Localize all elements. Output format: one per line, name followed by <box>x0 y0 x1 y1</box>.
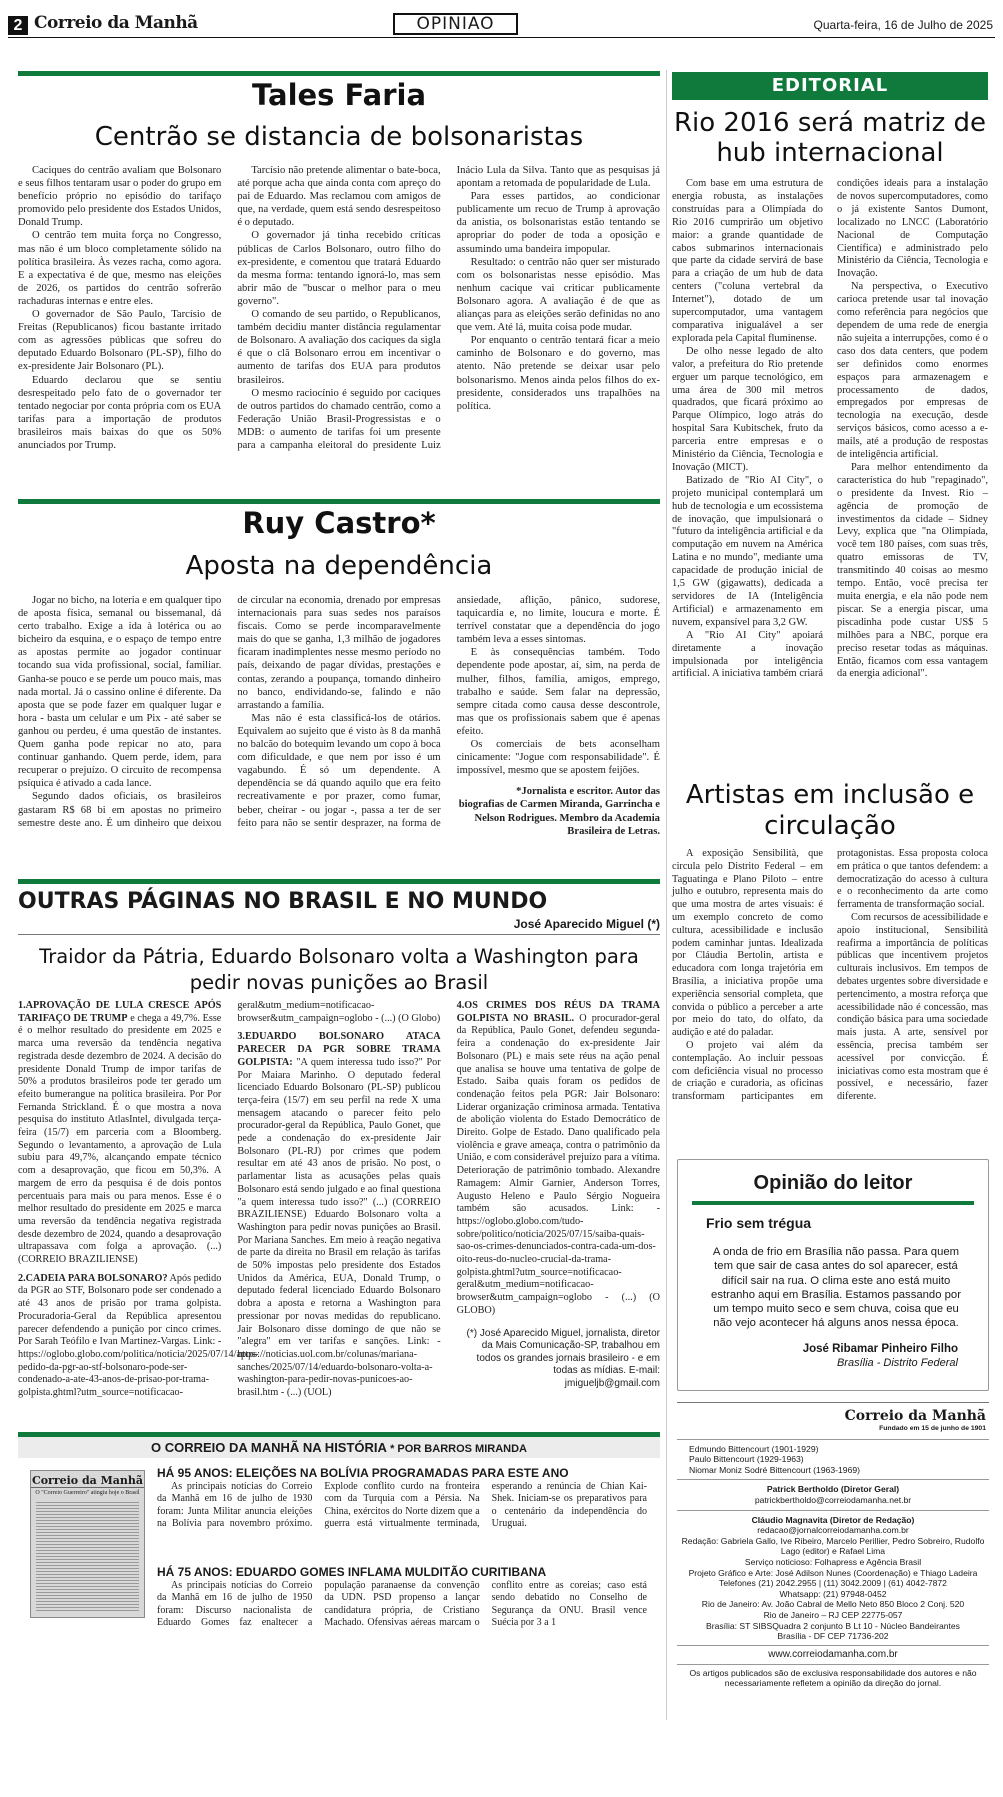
divider <box>677 1645 989 1646</box>
director-email: patrickbertholdo@correiodamanha.net.br <box>754 1494 912 1505</box>
paper-name: Correio da Manhã <box>34 13 198 33</box>
divider <box>677 1510 989 1511</box>
paragraph: Tarcísio não pretende alimentar o bate-boca, até porque acha que ainda conta com apreço do pai de Eduardo. Mas reclamou com amigos de que, na verdade, quem está sendo desrespeitoso é o deputado. <box>237 165 441 229</box>
masthead-line: Telefones (21) 2042.2955 | (11) 3042.2009 | (61) 4042-7872 <box>719 1578 947 1589</box>
divider <box>18 934 660 935</box>
artistas-body <box>672 848 988 1146</box>
column-body <box>18 164 660 484</box>
paragraph: Por enquanto o centrão tentará ficar a meio caminho de Bolsonaro e do governo, mas atento. Não pretende se deixar usar pelo bolsonarismo. Menos ainda pelos filhos do ex-presidente, considerados uns trapalhões na política. <box>456 335 660 412</box>
masthead-logo: Correio da Manhã <box>844 1408 986 1424</box>
masthead-line: Rio de Janeiro – RJ CEP 22775-057 <box>763 1609 903 1620</box>
masthead-founded: Fundado em 15 de junho de 1901 <box>879 1425 986 1432</box>
editorial-label: EDITORIAL <box>672 72 988 100</box>
outras-body <box>18 1000 660 1412</box>
reader-rule <box>692 1201 974 1205</box>
paragraph: As principais notícias do Correio da Manhã em 16 de julho de 1930 foram: Junta Militar anuncia eleições na Bolívia para novembro próximo. Explode conflito curdo na fronteira com da Turquia com a Pérsia. Na China, exércitos do Norte dizem que a guerra está virtualmente terminada, esperando a renúncia de Chian Kai-Shek. Iniciam-se os preparativos para o centenário da independência do Uruguai. <box>157 1481 647 1530</box>
news-item-head: 2.CADEIA PARA BOLSONARO? <box>18 1272 168 1284</box>
paragraph: De olho nesse legado de alto valor, a prefeitura do Rio pretende erguer um parque tecnológico, em uma área de 300 mil metros quadrados, que ficará próximo ao Parque Olímpico, logo atrás do hospital Sara Kubitschek, fruto da parceria entre empresas e o Ministério da Ciência, Tecnologia e Inovação (MICT). <box>672 345 823 473</box>
paragraph: O mesmo raciocínio é seguido por caciques de outros partidos do chamado centrão, como a Federação União Brasil-Progressistas e o MDB: o aumento de tarifas foi um presente para a campanha eleitoral do presidente Luiz Inácio Lula da Silva. Tanto que as pesquisas já apontam a retomada de popularidade de Lula. <box>237 165 660 451</box>
column-headline: Aposta na dependência <box>185 551 493 581</box>
paragraph: A exposição Sensibilità, que circula pelo Distrito Federal – em Taguatinga e Plano Piloto – entre julho e outubro, representa mais do que uma mostra de artes visuais: é um exemplo concreto de como cultura, acessibilidade e inclusão podem caminhar juntas. Idealizada por Cláudia Bertolin, artista e educadora com longa trajetória em Brasília, a iniciativa propõe uma experiência sensorial completa, que convida o público a perceber a arte por meio do tato, do olfato, da audição e até do paladar. <box>672 848 823 1039</box>
news-item-head: 3.EDUARDO BOLSONARO ATACA PARECER DA PGR SOBRE TRAMA GOLPISTA: <box>237 1031 441 1068</box>
paragraph: Mas não é esta classificá-los de otários. Equivalem ao sujeito que é visto às 8 da manhã no balcão do botequim levando um copo à boca com dificuldade, e que nem por isso é um vagabundo. É só um dependente. A dependência se dá quando aquilo que era feito recreativamente e por prazer, como fumar, beber, cheirar - ou jogar -, passa a ter de ser feito para não se sentir desprazer, na forma de ansiedade, aflição, pânico, sudorese, taquicardia e, no limite, loucura e morte. É terrível constatar que a dependência do jogo também leva a esses sintomas. <box>237 595 660 829</box>
paragraph: As principais notícias do Correio da Manhã em 16 de julho de 1950 foram: Discurso nacionalista de Eduardo Gomes faz enaltecer a população paranaense da convenção da UDN. PSD propenso a lançar candidatura própria, de Cristiano Machado. Ofensivas aéreas marcam o conflito entre as coreias; caso está sendo debatido no Conselho de Segurança da ONU. Brasil vence Suécia por 3 a 1 <box>157 1580 647 1629</box>
paragraph: Jogar no bicho, na loteria e em qualquer tipo de aposta física, semanal ou bissemanal, dá certo trabalho. Exige a ida à lotérica ou ao bicheiro da esquina, e o espaço de tempo entre as apostas permite ao jogador continuar tocando sua vida profissional, social, familiar. Ganha-se pouco e se perde um pouco mais, mas nada mortal. Já o cassino online é diferente. Da aposta que se pode fazer em qualquer lugar e hora - basta um celular e um Pix - até saber se ganhou ou perdeu, é uma questão de instantes. Quem ganha pode repicar no ato, para continuar ganhando. Quem perde, idem, para recuperar o prejuízo. O circuito de recompensa psíquica é ativado a cada lance. <box>18 595 222 790</box>
paragraph: Segundo dados oficiais, os brasileiros gastaram R$ 68 bi em apostas no primeiro semestre deste ano. É um dinheiro que deixou de circular na economia, drenado por empresas internacionais para suas sedes nos paraísos fiscais. Como se perde incomparavelmente mais do que se ganha, 1,3 milhão de jogadores ficaram inadimplentes nesse mesmo período no país, deixando de pagar dívidas, prestações e contas, zerando a poupança, tomando dinheiro no banco, endividando-se, falindo e não arrastando a família. <box>18 595 441 829</box>
author-rule <box>18 71 660 76</box>
section-title: OUTRAS PÁGINAS NO BRASIL E NO MUNDO <box>18 889 548 914</box>
masthead-line: Brasília: ST SIBSQuadra 2 conjunto B Lt 10 - Núcleo Bandeirantes <box>706 1620 960 1631</box>
editor-in-chief: Cláudio Magnavita (Diretor de Redação) <box>751 1514 915 1525</box>
news-item <box>237 1031 440 1399</box>
historia-header <box>18 1432 660 1458</box>
paragraph: Os comerciais de bets aconselham cinicamente: "Jogue com responsabilidade". É impossível, mesmo que se apostem feijões. <box>456 739 660 777</box>
section-byline: José Aparecido Miguel (*) <box>513 917 660 931</box>
paragraph: Com base em uma estrutura de energia robusta, as instalações construídas para a Olimpíada do Rio 2016 cumprirão um objetivo maior: a grande quantidade de cabos submarinos internacionais que parte da cidade servirá de base para a criação de um hub de data centers ("coluna vertebral da Internet"), dotado de um supercomputador, uma vantagem comparativa inigualável a ser explorada pela Capital fluminense. <box>672 178 823 344</box>
director-general: Patrick Bertholdo (Diretor Geral) <box>766 1484 900 1495</box>
news-item-head: 1.APROVAÇÃO DE LULA CRESCE APÓS TARIFAÇO DE TRUMP <box>18 1000 222 1024</box>
historia-author: * POR BARROS MIRANDA <box>390 1443 527 1455</box>
section-rule <box>18 879 660 884</box>
paragraph: O governador de São Paulo, Tarcísio de Freitas (Republicanos) ficou bastante irritado com as agressões públicas que sofreu do deputado Eduardo Bolsonaro (PL-SP), filho do ex-presidente Jair Bolsonaro (PL). <box>18 309 222 373</box>
thumb-headline: O "Correio Guerreiro" atingiu hoje o Brasil <box>35 1490 140 1496</box>
paragraph: A "Rio AI City" apoiará diretamente a inovação impulsionada por inteligência artificial. A iniciativa também criará condições ideais para a instalação de novos supercomputadores, como o já existente Santos Dumont, localizado no LNCC (Laboratório Nacional de Computação Científica) e administrado pelo Ministério da Ciência, Tecnologia e Inovação. <box>672 178 988 680</box>
reader-location: Brasília - Distrito Federal <box>836 1356 958 1369</box>
historia-item-head: HÁ 95 ANOS: ELEIÇÕES NA BOLÍVIA PROGRAMADAS PARA ESTE ANO <box>157 1466 569 1480</box>
thumb-title: Correio da Manhã <box>31 1471 144 1488</box>
divider <box>677 1402 989 1403</box>
outras-headline: Traidor da Pátria, Eduardo Bolsonaro volta a Washington para pedir novas punições ao Brasil <box>39 945 639 994</box>
masthead-disclaimer: Os artigos publicados são de exclusiva responsabilidade dos autores e não necessariamente refletem a opinião da direção do jornal. <box>689 1667 977 1689</box>
paragraph: O projeto vai além da contemplação. Ao incluir pessoas com deficiência visual no processo de criação e curadoria, as oficinas transformam participantes em protagonistas. Essa proposta coloca em prática o que tantos defendem: a democratização do acesso à cultura e o reconhecimento da arte como ferramenta de transformação social. <box>672 848 988 1103</box>
news-item-text: e chega a 49,7%. Esse é o melhor resultado do presidente em 2025 e marca uma reversão da tendência negativa registrada desde dezembro de 2024. A decisão do presidente Donald Trump de impor tarifas de 50% a produtos brasileiros pode ter gerado um efeito bumerangue na política brasileira. Por Por Fernanda Strickland. É o que mostra a nova pesquisa do instituto AtlasIntel, divulgada terça-feira (15/7) em parceria com a Bloomberg. Segundo o levantamento, a aprovação de Lula subiu para 49,7%, alcançando empate técnico com a desaprovação, que ficou em 50,3%. A margem de erro da pesquisa é de dois pontos percentuais para mais ou para menos. Esse é o melhor resultado do presidente em 2025 e marca uma reversão da tendência negativa registrada desde dezembro de 2024, quando a desaprovação ultrapassava com folga a aprovação. (...) (CORREIO BRAZILIENSE) <box>18 1012 222 1266</box>
masthead-line: Redação: Gabriela Gallo, Ive Ribeiro, Marcelo Perillier, Pedro Sobreiro, Rudolfo Lago (editor) e Rafael Lima <box>681 1535 985 1557</box>
masthead-line: Rio de Janeiro: Av. João Cabral de Mello Neto 850 Bloco 2 Conj. 520 <box>701 1599 965 1610</box>
column-divider <box>666 70 667 1720</box>
archive-thumbnail <box>30 1470 145 1618</box>
paragraph: Para melhor entendimento da característica do hub "repaginado", o presidente da Invest. Rio – agência de promoção de investimentos da cidade – Sidney Levy, explica que "na Olimpíada, você tem 180 países, com suas três, quatro emissoras de TV, transmitindo 40 coisas ao mesmo tempo. Então, você precisa ter muita energia, e ela não pode nem piscar. Se a energia piscar, uma piscadinha pode custar US$ 5 milhões para a NBC, porque era preciso resetar todas as máquinas. Então, ficamos com essa vantagem da energia adicional". <box>837 461 988 680</box>
section-credit: (*) José Aparecido Miguel, jornalista, diretor da Mais Comunicação-SP, trabalhou em todos os grandes jornais brasileiro - e em todas as mídias. E-mail: jmigueljb@gmail.com <box>466 1327 660 1389</box>
reader-letter-text: A onda de frio em Brasília não passa. Para quem tem que sair de casa antes do sol aparecer, está difícil sair na rua. O clima este ano está muito estranho aqui em Brasília. Estamos passando por um tempo muito seco e sem chuva, coisa que eu não vejo acontecer há alguns anos nessa época. <box>711 1246 961 1330</box>
paragraph: Para esses partidos, ao condicionar publicamente um recuo de Trump à aprovação da anistia, os bolsonaristas estão tentando se apropriar do poder de toda a oposição e assumindo uma bandeira impopular. <box>456 191 660 255</box>
masthead-website[interactable]: www.correiodamanha.com.br <box>768 1648 898 1660</box>
artistas-headline: Artistas em inclusão e circulação <box>685 780 975 841</box>
author-footnote: *Jornalista e escritor. Autor das biografias de Carmen Miranda, Garrincha e Nelson Rodrigues. Membro da Academia Brasileira de Letras. <box>458 786 660 837</box>
reader-opinion-box <box>677 1159 989 1391</box>
paragraph: Na perspectiva, o Executivo carioca pretende usar tal inovação como referência para negócios que dependem de uma rede de energia não sujeita a interrupções, como é o caso dos data centers, que podem ser definidos como enormes espaços para armazenagem e processamento de dados, empregados por empresas de tecnologia na execução, desde serviços básicos, como acesso a e-mails, até a produção de respostas de inteligência artificial. <box>837 281 988 461</box>
news-item-text: "A quem interessa tudo isso?" Por Por Maiara Marinho. O deputado federal licenciado Eduardo Bolsonaro (PL-SP) publicou terça-feira (15/7) em seu perfil na rede X uma mensagem atacando o parecer feito pelo procurador-geral da República, Paulo Gonet, que pede a condenação do ex-presidente Jair Bolsonaro (PL-RJ) por crimes que podem resultar em até 43 anos de prisão. No post, o parlamentar lista as acusações pelas quais Bolsonaro está sendo julgado e ao final questiona "a quem interessa tudo isso?" (...) (CORREIO BRAZILIENSE) Eduardo Bolsonaro volta a Washington para pedir novas punições ao Brasil. Por Mariana Sanches. Em meio à reação negativa de parte da direita no Brasil em relação às tarifas de 50% impostas pelo presidente dos Estados Unidos da América, EUA, Donald Trump, o deputado federal licenciado Eduardo Bolsonaro dobra a aposta e retorna a Washington para pressionar por novas medidas do republicano. Jair Bolsonaro disse domingo de que não se "alegra" em ver tarifas e sanções. Link: - https://noticias.uol.com.br/colunas/mariana-sanches/2025/07/14/eduardo-bolsonaro-volta-a-washington-para-pedir-novas-punicoes-ao-brasil.htm - (...) (UOL) <box>237 1056 441 1399</box>
column-body <box>18 594 660 864</box>
author-rule <box>18 499 660 504</box>
section-tag: OPINIÃO <box>393 13 518 35</box>
paragraph: E às consequências também. Todo dependente pode apostar, aí, sim, na perda de mulher, filhos, família, amigos, emprego, trabalho e saúde. Sem falar na depressão, sempre citada como causa desse descontrole, mas que os profissionais sabem que é apenas efeito. <box>456 647 660 737</box>
reader-letter-subtitle: Frio sem trégua <box>706 1215 812 1231</box>
masthead-line: Brasília - DF CEP 71736-202 <box>777 1631 889 1642</box>
divider <box>677 1439 989 1440</box>
issue-date: Quarta-feira, 16 de Julho de 2025 <box>813 18 993 32</box>
news-item <box>457 1000 660 1318</box>
paragraph: O centrão tem muita força no Congresso, mas não é um bloco completamente sólido na política brasileira. Às vezes racha, como agora. E a expectativa é de que, mesmo nas eleições de 2026, os partidos do centrão sofrerão rachaduras internas e entre eles. <box>18 230 222 307</box>
masthead-line: Projeto Gráfico e Arte: José Adilson Nunes (Coordenação) e Thiago Ladeira <box>688 1567 978 1578</box>
masthead-line: Serviço noticioso: Folhapress e Agência Brasil <box>744 1556 922 1567</box>
page-number: 2 <box>8 16 28 35</box>
paragraph: O governador já tinha recebido críticas públicas de Carlos Bolsonaro, outro filho do ex-presidente, e comentou que tratará Eduardo da mesma forma: tentando ignorá-lo, mas sem abrir mão de "buscar o melhor para o meu governo". <box>237 230 441 307</box>
news-item-text: O procurador-geral da República, Paulo Gonet, defendeu segunda-feira a condenação do ex-presidente Jair Bolsonaro (PL) e mais sete réus na ação penal que analisa se houve uma tentativa de golpe de Estado. Saiba quais foram os pedidos de condenação feitos pela PGR: Jair Bolsonaro: Liderar organização criminosa armada. Tentativa de abolição violenta do Estado Democrático de Direito. Golpe de Estado. Dano qualificado pela violência e grave ameaça, contra o patrimônio da União, e com considerável prejuízo para a vítima. Deterioração de patrimônio tombado. Alexandre Ramagem: Almir Garnier, Anderson Torres, Augusto Heleno e Paulo Sérgio Nogueira também são acusados. Link: - https://oglobo.globo.com/tudo-sobre/politico/noticia/2025/07/15/saiba-quais-sao-os-crimes-denunciados-contra-cada-um-dos-oito-reus-do-nucleo-crucial-da-trama-golpista.ghtml?utm_source=notificacao-geral&utm_medium=notificacao-browser&utm_campaign=oglobo - (...) (O GLOBO) <box>456 1012 660 1316</box>
historia-title: O CORREIO DA MANHÃ NA HISTÓRIA <box>151 1440 387 1455</box>
paragraph: Batizado de "Rio AI City", o projeto municipal contemplará um hub de tecnologia e um ecossistema de inovação, que impulsionará o "futuro da inteligência artificial e da computação em nuvem na América Latina e no mundo", mediante uma capacidade de produção inicial de 1,5 GW (gigawatts), dedicada a servidores de IA (Inteligência Artificial) e armazenamento em nuvem, expansível para 3,2 GW. <box>672 474 823 628</box>
masthead <box>677 1408 989 1689</box>
news-item-head: 4.OS CRIMES DOS RÉUS DA TRAMA GOLPISTA NO BRASIL. <box>456 1000 660 1024</box>
reader-opinion-title: Opinião do leitor <box>753 1172 913 1194</box>
historia-item-body <box>157 1481 647 1556</box>
divider <box>677 1664 989 1665</box>
historia-title-row <box>18 1437 660 1460</box>
paragraph: Com recursos de acessibilidade e apoio institucional, Sensibilità reafirma a importância de políticas públicas que incentivem projetos culturais inclusivos. Em tempos de debates urgentes sobre diversidade e pertencimento, a mostra reforça que acessibilidade não é concessão, mas condição básica para uma sociedade mais justa. A arte, sensível por essência, precisa também ser acessível por convicção. É iniciativas como esta mostram que é possível, e necessário, fazer diferente. <box>837 911 988 1103</box>
column-headline: Centrão se distancia de bolsonaristas <box>94 122 584 152</box>
author-name: Tales Faria <box>251 78 427 112</box>
founder: Edmundo Bittencourt (1901-1929) <box>689 1443 819 1454</box>
header-rule <box>8 37 995 38</box>
paragraph: Eduardo declarou que se sentiu desrespeitado pelo fato de o governador ter tentado negociar por conta própria com os EUA tarifas para a importação de produtos brasileiros mais baixas do que os 50% anunciados por Trump. <box>18 374 222 451</box>
paragraph: O comando de seu partido, o Republicanos, também decidiu manter distância regulamentar de Bolsonaro. A avaliação dos caciques da sigla é que o clã Bolsonaro errou em incentivar o aumento de tarifas dos EUA para produtos brasileiros. <box>237 309 441 386</box>
editor-email: redacao@jornalcorreiodamanha.com.br <box>757 1525 909 1536</box>
news-item <box>18 1000 221 1267</box>
founder: Niomar Moniz Sodré Bittencourt (1963-1969) <box>689 1464 861 1475</box>
news-item-text: Após pedido da PGR ao STF, Bolsonaro pode ser condenado a até 43 anos de prisão por trama golpista. Procuradoria-Geral da República apresentou parecer defendendo a punição por cinco crimes. Por Sarah Teófilo e Ivan Martinez-Vargas. Link: - https://oglobo.globo.com/politica/noticia/2025/07/14/apos-pedido-da-pgr-ao-stf-bolsonaro-pode-ser-condenado-a-ate-43-anos-de-prisao-por-trama-golpista.ghtml?utm_source=notificacao-geral&utm_medium=notificacao-browser&utm_campaign=oglobo - (...) (O Globo) <box>18 1000 441 1399</box>
historia-item-body <box>157 1580 647 1655</box>
historia-item-head: HÁ 75 ANOS: EDUARDO GOMES INFLAMA MULDITÃO CURITIBANA <box>157 1565 547 1579</box>
paragraph: Caciques do centrão avaliam que Bolsonaro e seus filhos tentaram usar o poder do grupo em benefício próprio no episódio do tarifaço promovido pelo presidente dos Estados Unidos, Donald Trump. <box>18 165 222 229</box>
editorial-body <box>672 178 988 764</box>
author-name: Ruy Castro* <box>242 506 436 540</box>
founder: Paulo Bittencourt (1929-1963) <box>689 1454 804 1465</box>
divider <box>677 1479 989 1480</box>
editorial-headline: Rio 2016 será matriz de hub internacional <box>673 108 987 168</box>
reader-author: José Ribamar Pinheiro Filho <box>802 1342 958 1355</box>
paragraph: Resultado: o centrão não quer ser misturado com os bolsonaristas nesse episódio. Mas nenhum cacique vai criticar publicamente Bolsonaro agora. A avaliação é de que as alianças para as eleições serão definidas no ano que vem. Até lá, muita coisa pode mudar. <box>456 256 660 334</box>
thumb-text-lines <box>36 1502 139 1612</box>
masthead-line: Whatsapp: (21) 97948-0452 <box>779 1588 887 1599</box>
